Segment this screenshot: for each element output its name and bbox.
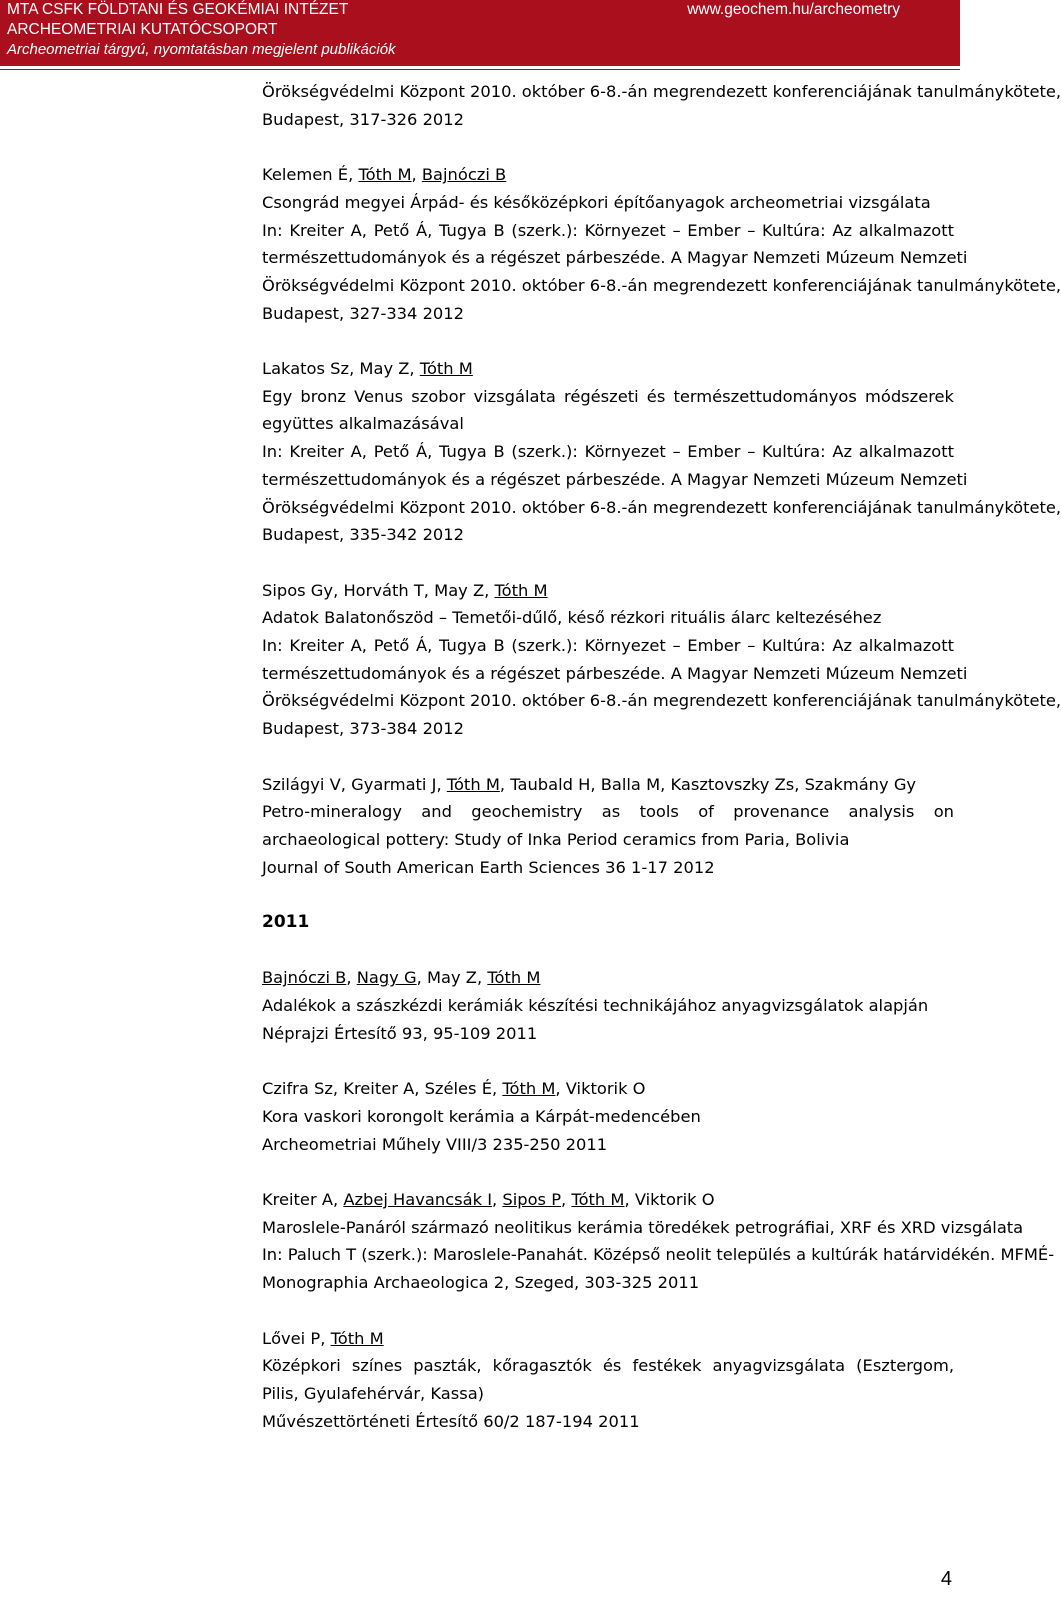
header-divider — [0, 66, 960, 69]
author-list: Czifra Sz, Kreiter A, Széles É, Tóth M, Viktorik O — [262, 1079, 646, 1099]
author-list: Kreiter A, Azbej Havancsák I, Sipos P, Tóth M, Viktorik O — [262, 1190, 715, 1209]
year-heading: 2011 — [262, 912, 310, 933]
author-link[interactable]: Tóth M — [446, 774, 500, 794]
group-name: ARCHEOMETRIAI KUTATÓCSOPORT — [7, 21, 278, 38]
author-link[interactable]: Bajnóczi B — [421, 165, 507, 185]
author: May Z — [426, 968, 477, 988]
source-line: Budapest, 373-384 2012 — [262, 719, 465, 739]
author: Lakatos Sz — [262, 359, 350, 378]
source-line: Budapest, 327-334 2012 — [262, 303, 465, 323]
author: Kreiter A — [343, 1079, 415, 1099]
source-line: Művészettörténeti Értesítő 60/2 187-194 2011 — [262, 1411, 640, 1431]
author-list: Lővei P, Tóth M — [262, 1328, 384, 1348]
author-link[interactable]: Sipos P — [502, 1190, 562, 1209]
source-line: Örökségvédelmi Központ 2010. október 6-8.-án megrendezett konferenciájának tanulmánykötete, — [262, 275, 1061, 295]
author-link[interactable]: Tóth M — [494, 580, 548, 600]
publication-entry-continued — [262, 78, 1061, 133]
publication-entry — [262, 771, 954, 882]
website-url[interactable]: www.geochem.hu/archeometry — [687, 1, 900, 18]
author-link[interactable]: Azbej Havancsák I — [343, 1190, 493, 1209]
publication-entry — [262, 1075, 954, 1158]
source-line: In: Paluch T (szerk.): Maroslele-Panahát. Középső neolit település a kultúrák határvidékén. MFMÉ- — [262, 1245, 1055, 1265]
author: Horváth T — [343, 580, 424, 600]
author-list: Kelemen É, Tóth M, Bajnóczi B — [262, 165, 507, 185]
author: Balla M — [600, 774, 661, 794]
publication-title: Csongrád megyei Árpád- és későközépkori építőanyagok archeometriai vizsgálata — [262, 192, 931, 212]
publication-entry — [262, 161, 1061, 327]
author: May Z — [434, 580, 485, 600]
author: Viktorik O — [634, 1190, 715, 1209]
author: Lővei P — [262, 1328, 321, 1348]
publication-entry — [262, 355, 1061, 549]
author-link[interactable]: Tóth M — [330, 1328, 384, 1348]
source-line: Örökségvédelmi Központ 2010. október 6-8.-án megrendezett konferenciájának tanulmánykötete, — [262, 82, 1061, 101]
author-list: Szilágyi V, Gyarmati J, Tóth M, Taubald H, Balla M, Kasztovszky Zs, Szakmány Gy — [262, 774, 917, 794]
author: Kelemen É — [262, 165, 349, 185]
author: Taubald H — [510, 774, 591, 794]
source-line: természettudományok és a régészet párbeszéde. A Magyar Nemzeti Múzeum Nemzeti — [262, 248, 968, 268]
publication-title: Kora vaskori korongolt kerámia a Kárpát-medencében — [262, 1106, 701, 1126]
author-link[interactable]: Tóth M — [487, 968, 541, 988]
author: Gyarmati J — [351, 774, 437, 794]
author: Kasztovszky Zs — [670, 774, 795, 794]
source-line: Örökségvédelmi Központ 2010. október 6-8.-án megrendezett konferenciájának tanulmánykötete, — [262, 691, 1061, 711]
source-line: Journal of South American Earth Sciences 36 1-17 2012 — [262, 857, 715, 877]
author-list: Bajnóczi B, Nagy G, May Z, Tóth M — [262, 968, 541, 988]
publication-title: Adatok Balatonőszöd – Temetői-dűlő, késő rézkori rituális álarc keltezéséhez — [262, 608, 882, 628]
author: Szakmány Gy — [804, 774, 917, 794]
author-link[interactable]: Tóth M — [358, 165, 412, 185]
author: Viktorik O — [565, 1079, 646, 1099]
source-line: In: Kreiter A, Pető Á, Tugya B (szerk.): Környezet – Ember – Kultúra: Az alkalmazott — [262, 220, 954, 240]
publication-entry — [262, 1325, 954, 1436]
author-link[interactable]: Tóth M — [419, 359, 473, 378]
source-line: Monographia Archaeologica 2, Szeged, 303-325 2011 — [262, 1273, 700, 1293]
source-line: Archeometriai Műhely VIII/3 235-250 2011 — [262, 1134, 608, 1154]
document-subtitle: Archeometriai tárgyú, nyomtatásban megjelent publikációk — [7, 41, 396, 58]
publication-title: Egy bronz Venus szobor vizsgálata régészeti és természettudományos módszerek együttes alkalmazásával — [262, 386, 954, 434]
publication-entry — [262, 964, 954, 1047]
author-list: Sipos Gy, Horváth T, May Z, Tóth M — [262, 580, 548, 600]
publication-title: Adalékok a szászkézdi kerámiák készítési technikájához anyagvizsgálatok alapján — [262, 996, 929, 1016]
author: Kreiter A — [262, 1190, 333, 1209]
author: Czifra Sz — [262, 1079, 333, 1099]
source-line: Budapest, 335-342 2012 — [262, 525, 465, 545]
publication-entry — [262, 577, 1061, 743]
source-line: Budapest, 317-326 2012 — [262, 109, 465, 129]
institute-name: MTA CSFK FÖLDTANI ÉS GEOKÉMIAI INTÉZET — [7, 1, 349, 18]
author-link[interactable]: Bajnóczi B — [262, 968, 347, 988]
publication-list — [262, 78, 1061, 1463]
publication-title: Petro-mineralogy and geochemistry as tools of provenance analysis on archaeological pottery: Study of Inka Period ceramics from Paria, Bolivia — [262, 802, 954, 849]
source-line: természettudományok és a régészet párbeszéde. A Magyar Nemzeti Múzeum Nemzeti — [262, 663, 968, 683]
author-link[interactable]: Nagy G — [356, 968, 417, 988]
author: May Z — [359, 359, 410, 378]
author: Sipos Gy — [262, 580, 334, 600]
source-line: természettudományok és a régészet párbeszéde. A Magyar Nemzeti Múzeum Nemzeti — [262, 469, 968, 489]
source-line: In: Kreiter A, Pető Á, Tugya B (szerk.): Környezet – Ember – Kultúra: Az alkalmazott — [262, 442, 954, 462]
source-line: In: Kreiter A, Pető Á, Tugya B (szerk.): Környezet – Ember – Kultúra: Az alkalmazott — [262, 636, 954, 656]
page-number: 4 — [940, 1568, 952, 1590]
publication-title: Középkori színes paszták, kőragasztók és festékek anyagvizsgálata (Esztergom, Pilis, Gyulafehérvár, Kassa) — [262, 1356, 954, 1403]
publication-title: Maroslele-Panáról származó neolitikus kerámia töredékek petrográfiai, XRF és XRD vizsgálata — [262, 1217, 1024, 1237]
publication-entry — [262, 1186, 1055, 1297]
source-line: Néprajzi Értesítő 93, 95-109 2011 — [262, 1023, 538, 1043]
page-header — [0, 0, 960, 70]
author-list: Lakatos Sz, May Z, Tóth M — [262, 359, 473, 378]
source-line: Örökségvédelmi Központ 2010. október 6-8.-án megrendezett konferenciájának tanulmánykötete, — [262, 497, 1061, 517]
author-link[interactable]: Tóth M — [502, 1079, 556, 1099]
author: Széles É — [424, 1079, 492, 1099]
author: Szilágyi V — [262, 774, 341, 794]
author-link[interactable]: Tóth M — [571, 1190, 625, 1209]
